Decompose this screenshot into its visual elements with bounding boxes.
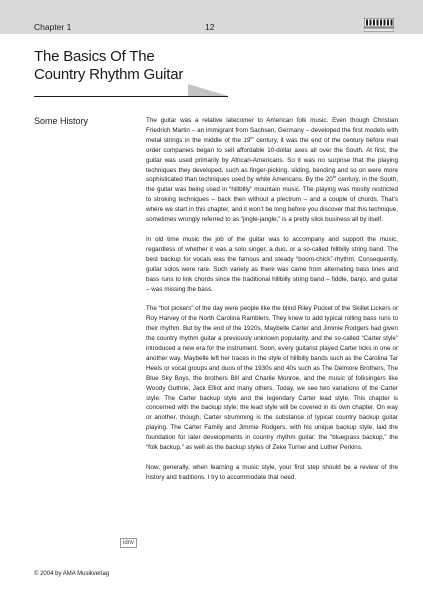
chapter-label: Chapter 1 — [34, 22, 72, 32]
idnv-stamp: idnv — [120, 538, 137, 548]
paragraph-2: In old time music the job of the guitar was to accompany and support the music, regardless of whether it was a solo singer, a duo, or a so-called hillbilly string band. The best backup for vocals was the famous and steady “boom-chick”-rhythm. Consequently, guitar solos were rare. Such variety as there was came from alternating bass lines and bass runs to link chords since the traditional hillbilly string band – fiddle, banjo, and guitar – was missing the bass. — [146, 235, 398, 293]
page-title-line-2: Country Rhythm Guitar — [34, 66, 184, 83]
paragraph-4: Now, generally, when learning a music style, your first step should be a review of the history and traditions. I try to accommodate that need. — [146, 464, 398, 481]
paragraph-3: The “hot pickers” of the day were people like the blind Riley Pucket of the Skillet Lickers or Roy Harvey of the North Carolina Ramblers. They knew to add typical rolling bass runs to their rhythm. But by the end of the 1920s, Maybelle Carter and Jimmie Rodgers had given the country rhythm guitar a previously unknown popularity, and the so-called “Carter style” introduced a new era for the instrument. Soon, every guitarist played Carter licks in one or another way. Maybelle left her traces in the style of hillbilly bands such as the Carolina Tar Heels or vocal groups and duos of the 1930s and 40s such as The Delmore Brothers, The Blue Sky Boys, the brothers Bill and Charlie Monroe, and the music of folksingers like Woody Guthrie, Jack Elliot and many others. Today, we see two variations of the Carter style: The Carter backup style and the legendary Carter lead style. This chapter is concerned with the backup style; the lead style will be covered in its own chapter. On way or another, though, Carter strumming is the substance of typical country backup guitar playing. The Carter Family and Jimmie Rodgers, with his unique backup style, laid the foundation for later developments in country rhythm guitar: the “bluegrass backup,” the “folk backup,” as well as the backup styles of Zeke Turner and Luther Perkins. — [146, 305, 398, 452]
title-underline — [34, 96, 228, 97]
body-text — [146, 116, 398, 493]
paragraph-1-part-c: century, in the South, the guitar was being used in “hillbilly” mountain music. The playing was mostly restricted to stroking techniques – back then without a plectrum – and a couple of chords. That’s where we start in this chapter, and it won’t be long before you discover that this technique, sometimes wrongly referred to as “jingle-jangle,” is a pretty slick business all by itself. — [146, 176, 398, 224]
page-number: 12 — [205, 22, 215, 32]
superscript-th: th — [332, 174, 337, 180]
paragraph-1-part-a: The guitar was a relative latecomer to American folk music. Even though Christian Friedrich Martin – an immigrant from Sachsen, Germany – developed the first models with metal strings in the middle of the 19 — [146, 117, 398, 144]
publisher-logo-icon — [364, 18, 394, 32]
section-heading: Some History — [34, 116, 89, 126]
superscript-th: th — [250, 134, 254, 140]
paragraph-1-part-b: century, it was the end of the century before mail order companies began to sell affordable 10-dollar axes all over the South. At first, the guitar was used primarily by African-Americans. So it was no surprise that the playing techniques they developed, such as finger-picking, sliding, bending and so on were more sophisticated than techniques used by white Americans. By the 20 — [146, 136, 399, 184]
page-title-line-1: The Basics Of The — [34, 48, 155, 65]
page-title — [34, 48, 183, 84]
paragraph-1 — [146, 116, 398, 225]
copyright-notice: © 2004 by AMA Musikverlag — [34, 571, 110, 577]
